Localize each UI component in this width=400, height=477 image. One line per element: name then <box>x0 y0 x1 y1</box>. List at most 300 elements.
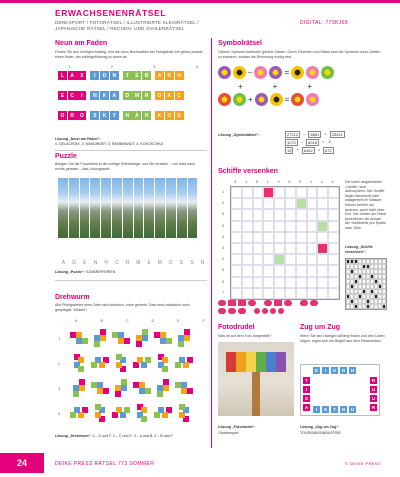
ship-grid-cell[interactable] <box>296 288 307 299</box>
neun-solution: 1. DELACROIX, 2. KANDINSKY, 3. REMBRANDT, 4. KOKOSCHKA <box>55 142 164 146</box>
drehwurm-pictogram[interactable] <box>154 379 175 399</box>
ship-grid-cell[interactable] <box>296 209 307 220</box>
symbol-solution-cell: 15 <box>287 148 292 153</box>
ship-grid-cell[interactable] <box>253 232 264 243</box>
ship-grid-cell[interactable] <box>242 209 253 220</box>
drehwurm-pictogram[interactable] <box>175 404 196 424</box>
flower-icon <box>269 66 282 79</box>
pictogram-block <box>142 329 148 335</box>
puzzle-strip <box>101 178 111 238</box>
zug-letter[interactable]: N <box>341 407 346 412</box>
neun-instructions: Finden Sie den richtigen Anfang, und die neun Buchstaben der Fotoglieder ein geben jeweils einen Maler, der schiefgeführtrag zu lesen ist. <box>55 50 203 59</box>
ship-grid-cell[interactable] <box>231 254 242 265</box>
schiffe-instructions: Die unten abgebildeten „Schiffe“ sind aufzuspüren. Alle Schiffe liegen senkrecht oder waagerecht im Wasser. Keines berührt ein anderes, auch nicht über Eck. Die Zahlen am Rand bezeichnen die Anzahl der Schiffsteile pro Spalte oder Zeile. <box>345 180 386 230</box>
ship-piece <box>238 308 246 314</box>
zug-puzzle <box>300 364 380 416</box>
ship-col-label: 5 <box>299 179 302 184</box>
puzzle-strip <box>188 178 198 238</box>
zug-right-letters <box>370 377 377 411</box>
zug-letter[interactable]: I <box>303 386 310 393</box>
ship-grid-cell[interactable] <box>231 288 242 299</box>
flower-icon <box>254 66 267 79</box>
ship-col-label: 6 <box>331 179 334 184</box>
ship-grid-cell[interactable] <box>328 198 339 209</box>
ship-grid-cell[interactable] <box>274 288 285 299</box>
ship-grid-cell[interactable] <box>253 254 264 265</box>
puzzle-letters <box>58 260 208 266</box>
drehwurm-pictogram[interactable] <box>91 354 112 374</box>
ship-grid-cell[interactable] <box>231 232 242 243</box>
ship-grid-cell[interactable] <box>285 232 296 243</box>
letter-tile: A <box>132 111 141 120</box>
pictogram-block <box>179 404 185 410</box>
ship-grid-cell[interactable] <box>231 198 242 209</box>
symbol-grid: – = + + + + = <box>218 66 383 126</box>
ship-row-label: 3 <box>222 278 225 284</box>
ship-grid-cell[interactable] <box>317 254 328 265</box>
neun-row <box>58 71 208 80</box>
drehwurm-grid <box>58 326 208 426</box>
flower-icon <box>255 93 268 106</box>
flower-icon <box>233 66 246 79</box>
symbol-solution-cell: 872 <box>325 148 332 153</box>
ship-grid-cell[interactable] <box>307 243 318 254</box>
flower-icon <box>218 66 231 79</box>
letter-tile: E <box>58 91 67 100</box>
pictogram-block <box>115 391 121 397</box>
drehwurm-solution: 1 – D und F, 2 – C und E, 3 – A und B, 4 – B und F <box>92 434 173 438</box>
letter-tile: R <box>68 111 77 120</box>
ship-column-labels <box>230 179 350 184</box>
ship-grid-cell[interactable] <box>242 232 253 243</box>
ship-grid-cell[interactable] <box>263 221 274 232</box>
ship-grid-cell[interactable] <box>317 198 328 209</box>
pictogram-block <box>142 335 148 341</box>
puzzle-letter: M <box>157 260 162 266</box>
zug-letter[interactable]: A <box>304 405 309 410</box>
puzzle-strip <box>123 178 133 238</box>
ship-grid-cell[interactable] <box>253 265 264 276</box>
footer-right: © DEIKE PRESS <box>345 461 381 466</box>
symbol-solution-cell: = <box>317 147 321 152</box>
flower-icon <box>270 93 283 106</box>
drehwurm-row-label: 3 <box>58 386 61 391</box>
ship-grid-cell[interactable] <box>307 288 318 299</box>
ship-grid-cell[interactable] <box>231 265 242 276</box>
zug-bottom-letters <box>313 406 356 413</box>
pictogram-block <box>94 341 100 347</box>
ship-grid-cell[interactable] <box>263 187 274 198</box>
drehwurm-row <box>58 351 208 376</box>
puzzle-solution: SOMMERFERIEN <box>85 270 116 274</box>
drehwurm-pictogram[interactable] <box>112 404 133 424</box>
ship-col-label: 5 <box>255 179 259 184</box>
ship-grid-cell[interactable] <box>307 265 318 276</box>
symbol-solution-cell: 8851 <box>310 132 320 137</box>
ship-grid-cell[interactable] <box>242 187 253 198</box>
ship-grid-cell[interactable] <box>317 187 328 198</box>
drehwurm-pictogram[interactable] <box>154 329 175 349</box>
zug-left-letters <box>303 377 310 411</box>
ship-grid-cell[interactable] <box>328 254 339 265</box>
flower-icon <box>291 93 304 106</box>
puzzle-strips <box>58 178 208 239</box>
pictogram-block <box>78 366 84 372</box>
ship-grid-cell[interactable] <box>328 277 339 288</box>
letter-tile: O <box>165 111 174 120</box>
ship-grid-cell[interactable] <box>242 265 253 276</box>
ship-grid-cell[interactable] <box>328 209 339 220</box>
ship-grid-cell[interactable] <box>263 265 274 276</box>
letter-tile: D <box>123 91 132 100</box>
letter-tile: O <box>77 111 86 120</box>
ship-grid-cell[interactable] <box>263 198 274 209</box>
letter-tile: N <box>90 91 99 100</box>
ship-grid-cell[interactable] <box>317 265 328 276</box>
ship-grid-cell[interactable] <box>285 187 296 198</box>
ship-grid-cell[interactable] <box>307 221 318 232</box>
pictogram-block <box>118 332 124 338</box>
ship-grid-cell[interactable] <box>253 221 264 232</box>
ship-grid-cell[interactable] <box>296 187 307 198</box>
pictogram-block <box>175 362 181 368</box>
ship-grid-cell[interactable] <box>263 232 274 243</box>
page-title: ERWACHSENENRÄTSEL <box>55 8 167 18</box>
letter-tile: S <box>90 111 99 120</box>
fotodrudel-solution: Glockenspiel <box>218 431 239 435</box>
pictogram-block <box>97 388 103 394</box>
ship-grid-cell[interactable] <box>253 209 264 220</box>
ship-col-label: 1 <box>245 179 248 184</box>
drehwurm-pictogram[interactable] <box>70 329 91 349</box>
zug-letter[interactable]: S <box>323 407 327 412</box>
drehwurm-col-label: C <box>125 318 129 323</box>
puzzle-letter: C <box>115 260 119 266</box>
ship-grid-cell[interactable] <box>328 221 339 232</box>
neun-num-4: 4 <box>195 64 198 69</box>
ship-row-label: 7 <box>222 289 225 295</box>
puzzle-letter: O <box>168 260 173 266</box>
ship-grid-cell[interactable] <box>242 221 253 232</box>
ship-grid-cell[interactable] <box>263 254 274 265</box>
puzzle-letter: R <box>200 260 205 266</box>
drehwurm-pictogram[interactable] <box>175 329 196 349</box>
ship-grid-cell[interactable] <box>285 254 296 265</box>
digital-code: DIGITAL: 773KJ68 <box>300 20 348 26</box>
ship-piece <box>284 300 292 306</box>
drehwurm-pictogram[interactable] <box>91 404 112 424</box>
drehwurm-pictogram[interactable] <box>112 329 133 349</box>
ship-grid-cell[interactable] <box>263 288 274 299</box>
ship-piece <box>248 300 256 306</box>
letter-tile: D <box>100 71 109 80</box>
symbol-solution-cell: + <box>296 147 299 152</box>
ship-grid-cell[interactable] <box>307 277 318 288</box>
pictogram-block <box>121 379 127 385</box>
ship-piece <box>274 300 282 306</box>
symbol-solution-cell: = <box>322 139 325 144</box>
drehwurm-pictogram[interactable] <box>70 379 91 399</box>
zug-letter[interactable]: T <box>331 406 338 413</box>
drehwurm-pictogram[interactable] <box>91 379 112 399</box>
zug-letter[interactable]: H <box>350 368 355 373</box>
ship-grid-cell[interactable] <box>242 288 253 299</box>
letter-tile: T <box>123 71 132 80</box>
zug-letter[interactable]: D <box>341 368 346 373</box>
ship-grid-cell[interactable] <box>285 265 296 276</box>
pictogram-block <box>124 338 130 344</box>
ship-grid-cell[interactable] <box>317 209 328 220</box>
ship-grid-cell[interactable] <box>307 198 318 209</box>
puzzle-letter: E <box>147 260 151 266</box>
pictogram-block <box>166 338 172 344</box>
letter-tile: H <box>175 71 184 80</box>
ship-col-label: 3 <box>277 179 280 184</box>
drehwurm-pictogram[interactable] <box>154 354 175 374</box>
ship-piece <box>278 308 284 314</box>
symbol-solution-cell: – <box>303 131 306 136</box>
ship-piece <box>228 308 236 314</box>
ship-grid-cell[interactable] <box>274 198 285 209</box>
ship-piece <box>270 308 276 314</box>
ship-grid-cell[interactable] <box>253 277 264 288</box>
column-divider <box>211 38 212 448</box>
drehwurm-pictogram[interactable] <box>175 354 196 374</box>
ship-grid-cell[interactable] <box>296 265 307 276</box>
pictogram-block <box>181 388 187 394</box>
drehwurm-pictogram[interactable] <box>154 404 175 424</box>
zug-letter[interactable]: E <box>314 368 318 373</box>
ship-grid-cell[interactable] <box>231 187 242 198</box>
drehwurm-col-label: B <box>100 318 104 323</box>
drehwurm-pictogram[interactable] <box>133 404 154 424</box>
ship-grid-cell[interactable] <box>317 277 328 288</box>
letter-tile: M <box>132 91 141 100</box>
pictogram-block <box>154 412 160 418</box>
ship-grid-cell[interactable] <box>317 288 328 299</box>
ship-grid-cell[interactable] <box>242 243 253 254</box>
ship-grid-cell[interactable] <box>253 288 264 299</box>
zug-letter[interactable]: I <box>322 367 329 374</box>
ship-grid-cell[interactable] <box>274 277 285 288</box>
ship-grid-cell[interactable] <box>274 209 285 220</box>
divider <box>55 150 207 151</box>
pictogram-block <box>184 335 190 341</box>
pictogram-block <box>103 388 109 394</box>
ship-grid-cell[interactable] <box>296 232 307 243</box>
ship-grid-cell[interactable] <box>317 232 328 243</box>
drehwurm-pictogram[interactable] <box>112 379 133 399</box>
ship-grid-cell[interactable] <box>307 232 318 243</box>
puzzle-strip <box>134 178 144 238</box>
ship-row-label: 3 <box>222 211 225 217</box>
ship-grid-cell[interactable] <box>274 254 285 265</box>
ship-row-label: 4 <box>222 233 225 239</box>
zug-letter[interactable]: S <box>304 396 308 401</box>
puzzle-solution-label: Lösung „Puzzle“: SOMMERFERIEN <box>55 270 116 274</box>
ship-grid-cell[interactable] <box>285 209 296 220</box>
section-title-zug: Zug um Zug <box>300 324 341 331</box>
zug-solution: TOURISMUSINDUSTRIE <box>300 431 341 435</box>
drehwurm-col-label: A <box>75 318 78 323</box>
ship-grid-cell[interactable] <box>274 265 285 276</box>
ship-grid-cell[interactable] <box>274 232 285 243</box>
drehwurm-pictogram[interactable] <box>133 354 154 374</box>
ship-grid-cell[interactable] <box>285 198 296 209</box>
ship-grid-cell[interactable] <box>285 243 296 254</box>
flower-icon <box>218 93 231 106</box>
drehwurm-column-labels <box>75 318 205 323</box>
puzzle-strip <box>144 178 154 238</box>
ship-grid-cell[interactable] <box>328 232 339 243</box>
zug-letter[interactable]: U <box>350 407 355 412</box>
pictogram-block <box>136 341 142 347</box>
ship-grid-cell[interactable] <box>307 209 318 220</box>
ship-grid-cell[interactable] <box>274 243 285 254</box>
puzzle-strip <box>58 178 68 238</box>
letter-tile: O <box>58 111 67 120</box>
ship-grid-cell[interactable] <box>253 243 264 254</box>
zug-letter[interactable]: I <box>313 406 320 413</box>
ship-grid-cell[interactable] <box>263 209 274 220</box>
puzzle-letter: N <box>93 260 98 266</box>
pictogram-block <box>145 388 151 394</box>
symbol-solution-row <box>285 147 385 154</box>
ship-grid-cell[interactable] <box>231 221 242 232</box>
zug-letter[interactable]: R <box>371 378 376 383</box>
ship-grid-cell[interactable] <box>296 243 307 254</box>
drehwurm-pictogram[interactable] <box>175 379 196 399</box>
symbol-solution-cell: 1072 <box>287 140 296 145</box>
ship-grid-cell[interactable] <box>317 221 328 232</box>
drehwurm-pictogram[interactable] <box>112 354 133 374</box>
drehwurm-pictogram[interactable] <box>133 329 154 349</box>
section-title-symbol: Symbolrätsel <box>218 40 262 47</box>
section-title-fotodrudel: Fotodrudel <box>218 324 255 331</box>
ship-grid-cell[interactable] <box>231 209 242 220</box>
ship-col-label: 1 <box>266 179 269 184</box>
drehwurm-row <box>58 376 208 401</box>
puzzle-strip <box>155 178 165 238</box>
puzzle-strip <box>80 178 90 238</box>
ship-grid-cell[interactable] <box>328 265 339 276</box>
symbol-solution-row <box>285 139 385 146</box>
ship-grid-cell[interactable] <box>274 187 285 198</box>
flower-icon <box>306 66 319 79</box>
zug-letter[interactable]: O <box>332 368 337 373</box>
symbol-solution-cell: = <box>324 131 327 136</box>
ship-piece <box>310 300 318 306</box>
ship-grid-cell[interactable] <box>328 243 339 254</box>
ship-grid-cell[interactable] <box>242 198 253 209</box>
ship-grid-cell[interactable] <box>307 254 318 265</box>
drehwurm-instructions: Alle Piktogramme einer Zeile sind identisch, ohne gedreht. Zwei sind zusätzlich noch gespiegelt. Welche? <box>55 303 190 312</box>
letter-tile: E <box>132 71 141 80</box>
flower-icon <box>306 93 319 106</box>
ship-grid-cell[interactable] <box>263 243 274 254</box>
ship-grid-cell[interactable] <box>285 221 296 232</box>
ship-grid-cell[interactable] <box>307 187 318 198</box>
ship-col-label: 1 <box>309 179 313 184</box>
ship-grid-cell[interactable] <box>285 288 296 299</box>
pictogram-block <box>112 332 118 338</box>
pictogram-block <box>73 391 79 397</box>
flower-icon <box>233 93 246 106</box>
pictogram-block <box>124 407 130 413</box>
ship-fleet <box>218 300 338 314</box>
drehwurm-col-label: E <box>177 318 180 323</box>
ship-grid-cell[interactable] <box>263 277 274 288</box>
ship-row-label: 2 <box>222 200 225 206</box>
neun-row <box>58 91 208 100</box>
letter-tile: I <box>90 71 99 80</box>
drehwurm-row-label: 1 <box>58 336 61 341</box>
symbol-instructions: Gleiche Symbole bedeuten gleiche Zahlen. Durch Rechnen und Raten sind die Symbole durch Zahlen zu ersetzen, sodass die Rechnung richtig wird. <box>218 50 381 59</box>
fotodrudel-solution-label: Lösung „Fotodrudel“: <box>218 425 256 429</box>
zug-letter[interactable]: U <box>371 396 376 401</box>
neun-num-3: 3 <box>153 64 156 69</box>
ship-grid-cell[interactable] <box>242 254 253 265</box>
drehwurm-pictogram[interactable] <box>70 354 91 374</box>
pictogram-block <box>70 412 76 418</box>
ship-grid-cell[interactable] <box>296 254 307 265</box>
zug-letter[interactable]: U <box>371 387 376 392</box>
pictogram-block <box>187 388 193 394</box>
ship-grid-cell[interactable] <box>317 243 328 254</box>
zug-top-letters <box>313 367 356 374</box>
ship-grid-cell[interactable] <box>296 221 307 232</box>
top-accent-bar <box>0 0 400 3</box>
letter-tile: A <box>68 71 77 80</box>
drehwurm-row-label: 2 <box>58 361 61 366</box>
puzzle-strip <box>166 178 176 238</box>
ship-grid-cell[interactable] <box>296 277 307 288</box>
ship-grid-cell[interactable] <box>253 187 264 198</box>
ship-piece <box>254 308 260 314</box>
ship-grid-cell[interactable] <box>296 198 307 209</box>
drehwurm-pictogram[interactable] <box>91 329 112 349</box>
drehwurm-pictogram[interactable] <box>70 404 91 424</box>
zug-letter[interactable]: R <box>371 405 376 410</box>
puzzle-strip <box>112 178 122 238</box>
fotodrudel-question: Was ist auf dem Foto dargestellt? <box>218 334 272 338</box>
puzzle-strip <box>177 178 187 238</box>
pictogram-block <box>116 354 122 360</box>
divider <box>55 280 207 281</box>
pictogram-block <box>141 416 147 422</box>
letter-tile: N <box>110 71 119 80</box>
puzzle-letter: R <box>125 260 130 266</box>
ship-grid-cell[interactable] <box>274 221 285 232</box>
ship-grid-cell[interactable] <box>242 277 253 288</box>
puzzle-letter: A <box>61 260 66 266</box>
letter-tile: A <box>155 71 164 80</box>
ship-grid-cell[interactable] <box>253 198 264 209</box>
letter-tile: O <box>155 91 164 100</box>
letter-tile: K <box>100 91 109 100</box>
zug-letter[interactable]: T <box>303 377 310 384</box>
ship-grid-cell[interactable] <box>231 277 242 288</box>
ship-piece <box>264 300 272 306</box>
ship-grid-cell[interactable] <box>231 243 242 254</box>
section-title-schiffe: Schiffe versenken <box>218 168 278 175</box>
drehwurm-row <box>58 326 208 351</box>
ship-grid-cell[interactable] <box>285 277 296 288</box>
ship-grid-cell[interactable] <box>328 187 339 198</box>
ship-grid-cell[interactable] <box>328 288 339 299</box>
drehwurm-pictogram[interactable] <box>133 379 154 399</box>
symbol-solution-cell: 8016 <box>308 140 318 145</box>
